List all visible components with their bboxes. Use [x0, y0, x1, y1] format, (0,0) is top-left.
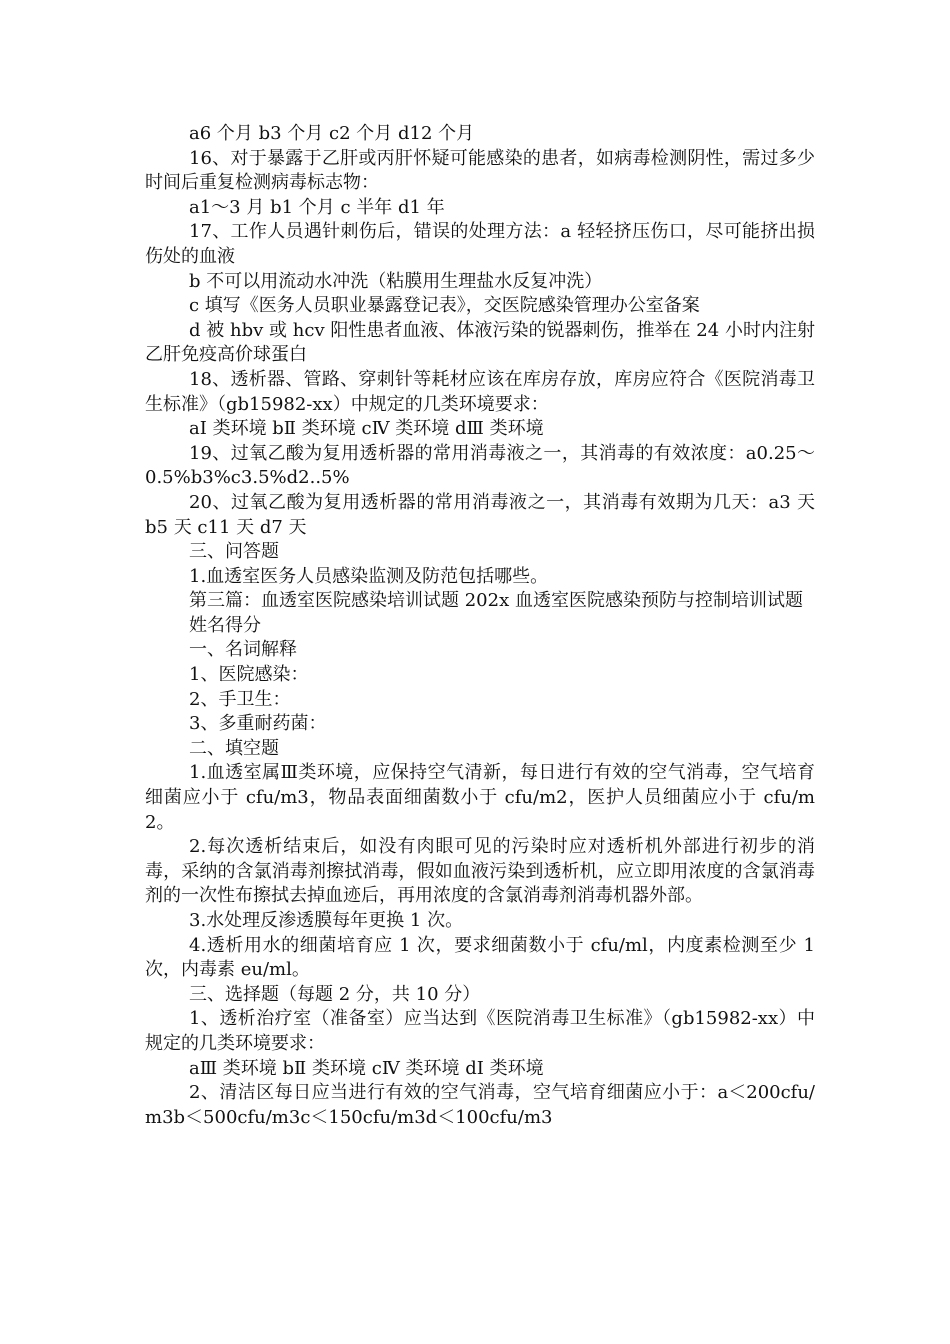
section-heading: 一、名词解释 [189, 639, 297, 661]
paragraph: 1.血透室属Ⅲ类环境，应保持空气清新，每日进行有效的空气消毒，空气培育细菌应小于 cfu/m3，物品表面细菌数小于 cfu/m2，医护人员细菌应小于 cfu/m2。 [145, 762, 815, 833]
paragraph: 2.每次透析结束后，如没有肉眼可见的污染时应对透析机外部进行初步的消毒，采纳的含氯消毒剂擦拭消毒，假如血液污染到透析机，应立即用浓度的含氯消毒剂的一次性布擦拭去掉血迹后，再用浓度的含氯消毒剂消毒机器外部。 [145, 836, 815, 907]
paragraph: 2、手卫生： [189, 688, 291, 710]
paragraph: d 被 hbv 或 hcv 阳性患者血液、体液污染的锐器刺伤，推举在 24 小时内注射乙肝免疫高价球蛋白 [145, 319, 815, 366]
paragraph: 3、多重耐药菌： [189, 713, 327, 735]
section-heading: 三、问答题 [189, 541, 279, 563]
paragraph: aⅠ 类环境 bⅡ 类环境 cⅣ 类环境 dⅢ 类环境 [189, 418, 544, 440]
paragraph: 4.透析用水的细菌培育应 1 次，要求细菌数小于 cfu/ml，内度素检测至少 1 次，内毒素 eu/ml。 [145, 934, 815, 981]
paragraph: a6 个月 b3 个月 c2 个月 d12 个月 [189, 123, 475, 144]
paragraph: 2、清洁区每日应当进行有效的空气消毒，空气培育细菌应小于：a＜200cfu/m3b＜500cfu/m3c＜150cfu/m3d＜100cfu/m3 [145, 1082, 815, 1128]
paragraph: b 不可以用流动水冲洗（粘膜用生理盐水反复冲洗） [189, 270, 603, 292]
chapter-title: 第三篇：血透室医院感染培训试题 202x 血透室医院感染预防与控制培训试题 [189, 590, 803, 612]
paragraph: aⅢ 类环境 bⅡ 类环境 cⅣ 类环境 dⅠ 类环境 [189, 1057, 544, 1079]
section-heading: 三、选择题（每题 2 分，共 10 分） [189, 983, 481, 1005]
paragraph: 18、透析器、管路、穿刺针等耗材应该在库房存放，库房应符合《医院消毒卫生标准》（gb15982-xx）中规定的几类环境要求： [145, 368, 815, 415]
paragraph: c 填写《医务人员职业暴露登记表》，交医院感染管理办公室备案 [189, 295, 700, 317]
section-heading: 二、填空题 [189, 737, 279, 759]
paragraph: 19、过氧乙酸为复用透析器的常用消毒液之一，其消毒的有效浓度：a0.25～0.5%b3%c3.5%d2..5% [145, 442, 815, 489]
document-body [145, 122, 815, 1130]
paragraph: 16、对于暴露于乙肝或丙肝怀疑可能感染的患者，如病毒检测阴性，需过多少时间后重复检测病毒标志物： [145, 147, 815, 194]
paragraph: a1～3 月 b1 个月 c 半年 d1 年 [189, 196, 445, 218]
paragraph: 20、过氧乙酸为复用透析器的常用消毒液之一，其消毒有效期为几天：a3 天 b5 天 c11 天 d7 天 [145, 491, 815, 538]
paragraph: 1、透析治疗室（准备室）应当达到《医院消毒卫生标准》（gb15982-xx）中规定的几类环境要求： [145, 1008, 815, 1054]
paragraph: 1、医院感染： [189, 664, 309, 686]
paragraph: 姓名得分 [189, 614, 261, 636]
paragraph: 3.水处理反渗透膜每年更换 1 次。 [189, 910, 464, 931]
paragraph: 17、工作人员遇针刺伤后，错误的处理方法：a 轻轻挤压伤口，尽可能挤出损伤处的血液 [145, 221, 815, 267]
paragraph: 1.血透室医务人员感染监测及防范包括哪些。 [189, 565, 549, 587]
